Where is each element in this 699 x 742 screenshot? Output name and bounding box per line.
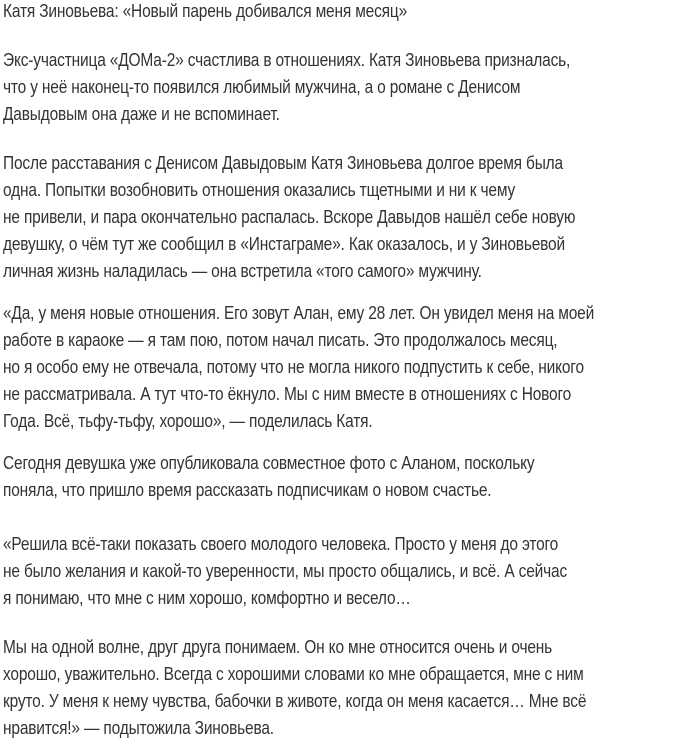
text-line — [3, 661, 681, 688]
text-line-content: Экс-участница «ДОМа-2» счастлива в отношениях. Катя Зиновьева призналась, — [3, 50, 571, 70]
text-line — [3, 231, 668, 258]
text-line — [3, 101, 663, 128]
text-line-content: не рассматривала. А тут что-то ёкнуло. Мы с ним вместе в отношениях с Нового — [3, 384, 572, 404]
text-line-content: Сегодня девушка уже опубликовала совместное фото с Аланом, поскольку — [3, 453, 535, 473]
text-line — [3, 177, 668, 204]
text-line-content: я понимаю, что мне с ним хорошо, комфортно и весело… — [3, 588, 411, 608]
text-line — [3, 634, 681, 661]
text-line — [3, 47, 663, 74]
text-line — [3, 327, 690, 354]
text-line — [3, 531, 659, 558]
text-line-content: работе в караоке — я там пою, потом начал писать. Это продолжалось месяц, — [3, 330, 558, 350]
text-line-content: личная жизнь наладилась — она встретила «того самого» мужчину. — [3, 261, 482, 281]
text-line-content: но я особо ему не отвечала, потому что не могла никого подпустить к себе, никого — [3, 357, 584, 377]
paragraph-breakup — [3, 150, 668, 285]
text-line — [3, 585, 659, 612]
text-line-content: одна. Попытки возобновить отношения оказались тщетными и ни к чему — [3, 180, 516, 200]
text-line-content: что у неё наконец-то появился любимый мужчина, а о романе с Денисом — [3, 77, 521, 97]
text-line-content: Давыдовым она даже и не вспоминает. — [3, 104, 280, 124]
text-line — [3, 715, 681, 742]
text-line-content: Года. Всё, тьфу-тьфу, хорошо», — поделилась Катя. — [3, 411, 373, 431]
text-line-content: «Да, у меня новые отношения. Его зовут Алан, ему 28 лет. Он увидел меня на моей — [3, 303, 595, 323]
paragraph-quote-3 — [3, 634, 681, 742]
text-line-content: хорошо, уважительно. Всегда с хорошими словами ко мне обращается, мне с ним — [3, 664, 584, 684]
text-line-content: девушку, о чём тут же сообщил в «Инстаграме». Как оказалось, и у Зиновьевой — [3, 234, 565, 254]
text-line-content: поняла, что пришло время рассказать подписчикам о новом счастье. — [3, 480, 492, 500]
paragraph-quote-1 — [3, 300, 690, 435]
text-line-content: нравится!» — подытожила Зиновьева. — [3, 718, 274, 738]
paragraph-intro — [3, 47, 663, 128]
article-title-text: Катя Зиновьева: «Новый парень добивался меня месяц» — [3, 1, 408, 21]
text-line-content: не привели, и пара окончательно распалась. Вскоре Давыдов нашёл себе новую — [3, 207, 576, 227]
text-line-content: круто. У меня к нему чувства, бабочки в животе, когда он меня касается… Мне всё — [3, 691, 587, 711]
text-line-content: Мы на одной волне, друг друга понимаем. Он ко мне относится очень и очень — [3, 637, 553, 657]
text-line — [3, 300, 690, 327]
paragraph-photo — [3, 450, 621, 504]
text-line-content: После расставания с Денисом Давыдовым Катя Зиновьева долгое время была — [3, 153, 563, 173]
text-line — [3, 408, 690, 435]
paragraph-quote-2 — [3, 531, 659, 612]
text-line — [3, 74, 663, 101]
text-line — [3, 558, 659, 585]
text-line-content: «Решила всё-таки показать своего молодого человека. Просто у меня до этого — [3, 534, 559, 554]
text-line — [3, 450, 621, 477]
text-line — [3, 477, 621, 504]
article-title — [3, 0, 473, 25]
text-line — [3, 150, 668, 177]
text-line-content: не было желания и какой-то уверенности, мы просто общались, и всё. А сейчас — [3, 561, 568, 581]
text-line — [3, 204, 668, 231]
text-line — [3, 354, 690, 381]
text-line — [3, 688, 681, 715]
text-line — [3, 258, 668, 285]
text-line — [3, 381, 690, 408]
